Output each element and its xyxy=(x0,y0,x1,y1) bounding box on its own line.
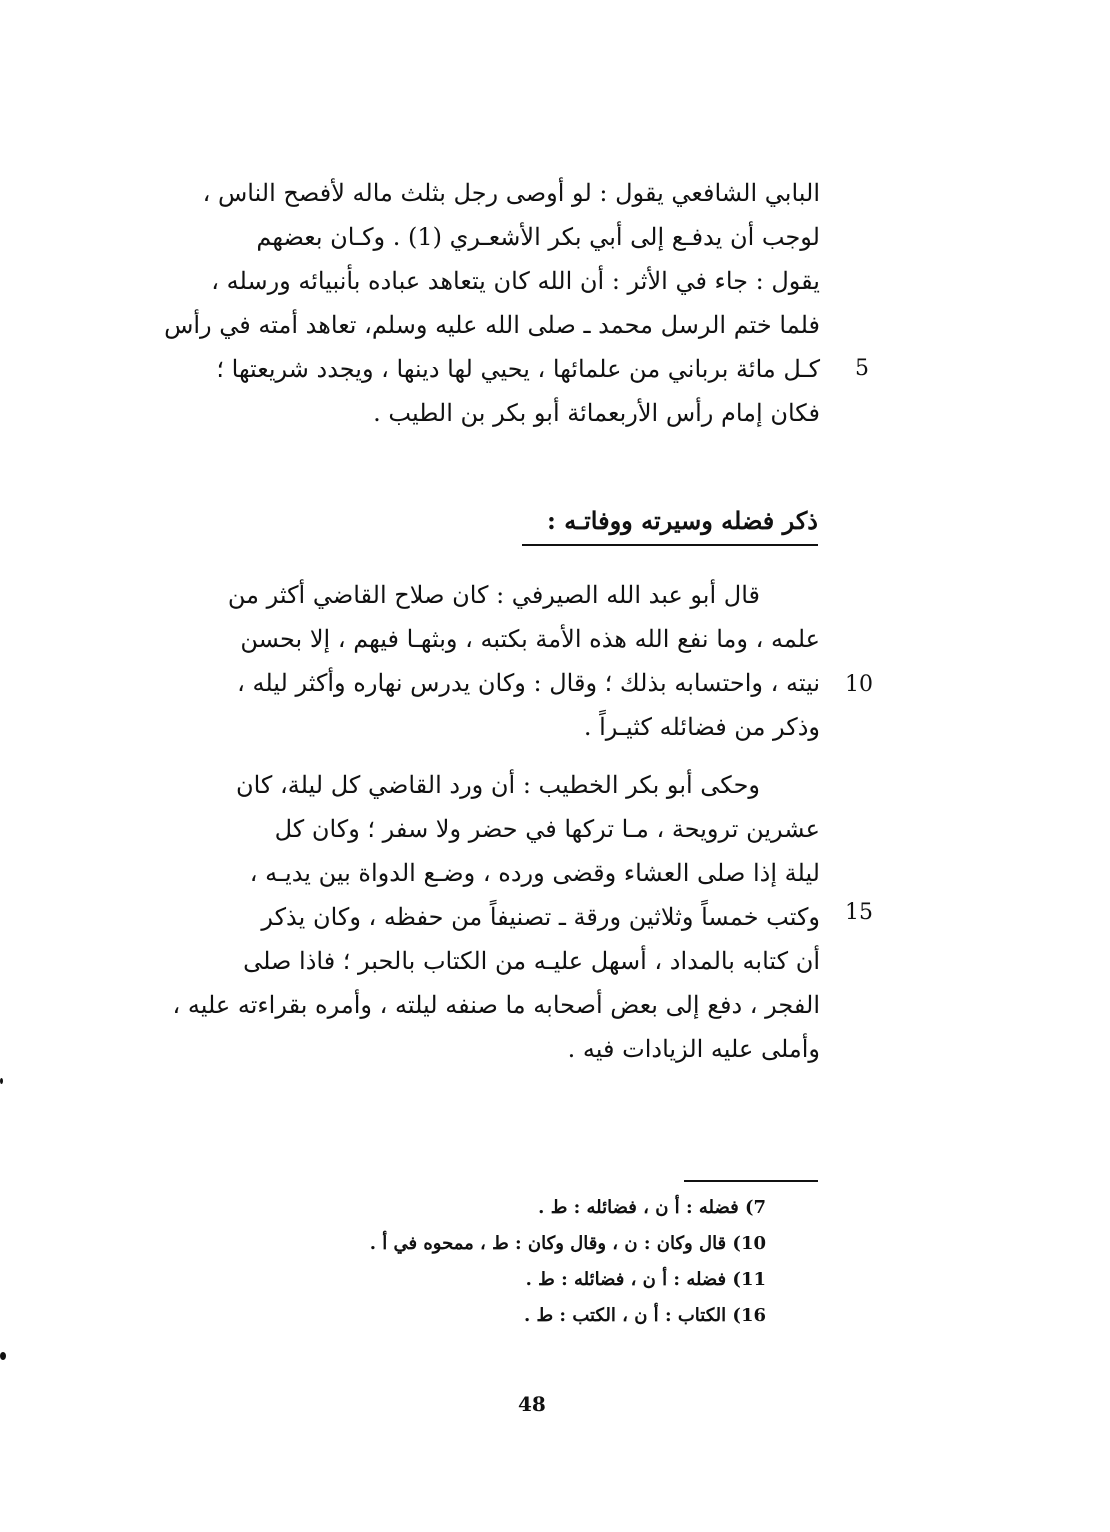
paragraph-3 xyxy=(170,770,820,1080)
line-number: 10 xyxy=(845,672,873,697)
section-heading: ذكر فضله وسيرته ووفاتـه : xyxy=(546,506,818,535)
text-line: وذكر من فضائله كثيـراً . xyxy=(583,713,820,741)
footnote: 10) قال وكان : ن ، وقال وكان : ط ، ممحوه في أ . xyxy=(369,1233,766,1254)
text-line: نيته ، واحتسابه بذلك ؛ وقال : وكان يدرس نهاره وأكثر ليله ، xyxy=(237,669,820,697)
text-line: الفجر ، دفع إلى بعض أصحابه ما صنفه ليلته ، وأمره بقراءته عليه ، xyxy=(172,991,820,1019)
text-line: أن كتابه بالمداد ، أسهل عليـه من الكتاب بالحبر ؛ فاذا صلى xyxy=(243,947,820,975)
text-line: كـل مائة برباني من علمائها ، يحيي لها دينها ، ويجدد شريعتها ؛ xyxy=(216,355,820,383)
text-line: علمه ، وما نفع الله هذه الأمة بكتبه ، وبثهـا فيهم ، إلا بحسن xyxy=(240,625,820,653)
line-number: 15 xyxy=(845,900,873,925)
text-line: البابي الشافعي يقول : لو أوصى رجل بثلث ماله لأفصح الناس ، xyxy=(202,179,820,207)
scan-speck xyxy=(0,1352,6,1360)
scan-speck xyxy=(0,1078,3,1084)
paragraph-1 xyxy=(164,178,820,458)
footnote: 7) فضله : أ ن ، فضائله : ط . xyxy=(538,1197,766,1218)
text-line: وحكى أبو بكر الخطيب : أن ورد القاضي كل ليلة، كان xyxy=(235,771,760,799)
heading-underline xyxy=(522,544,818,546)
paragraph-2 xyxy=(170,580,820,770)
text-line: عشرين ترويحة ، مـا تركها في حضر ولا سفر ؛ وكان كل xyxy=(274,815,820,843)
text-line: فلما ختم الرسل محمد ـ صلى الله عليه وسلم، تعاهد أمته في رأس xyxy=(164,311,820,339)
text-line: يقول : جاء في الأثر : أن الله كان يتعاهد عباده بأنبيائه ورسله ، xyxy=(211,267,820,295)
footnote: 16) الكتاب : أ ن ، الكتب : ط . xyxy=(523,1305,766,1326)
footnote: 11) فضله : أ ن ، فضائله : ط . xyxy=(525,1269,766,1290)
line-number: 5 xyxy=(855,356,869,381)
footnote-separator xyxy=(684,1180,818,1182)
text-line: وكتب خمساً وثلاثين ورقة ـ تصنيفاً من حفظه ، وكان يذكر xyxy=(261,903,820,931)
page-number: 48 xyxy=(518,1392,546,1416)
text-line: قال أبو عبد الله الصيرفي : كان صلاح القاضي أكثر من xyxy=(227,581,760,609)
text-line: فكان إمام رأس الأربعمائة أبو بكر بن الطيب . xyxy=(373,399,820,427)
text-line: وأملى عليه الزيادات فيه . xyxy=(567,1035,820,1063)
text-line: لوجب أن يدفـع إلى أبي بكر الأشعـري (1) . وكـان بعضهم xyxy=(256,223,820,251)
text-line: ليلة إذا صلى العشاء وقضى ورده ، وضـع الدواة بين يديـه ، xyxy=(249,859,820,887)
